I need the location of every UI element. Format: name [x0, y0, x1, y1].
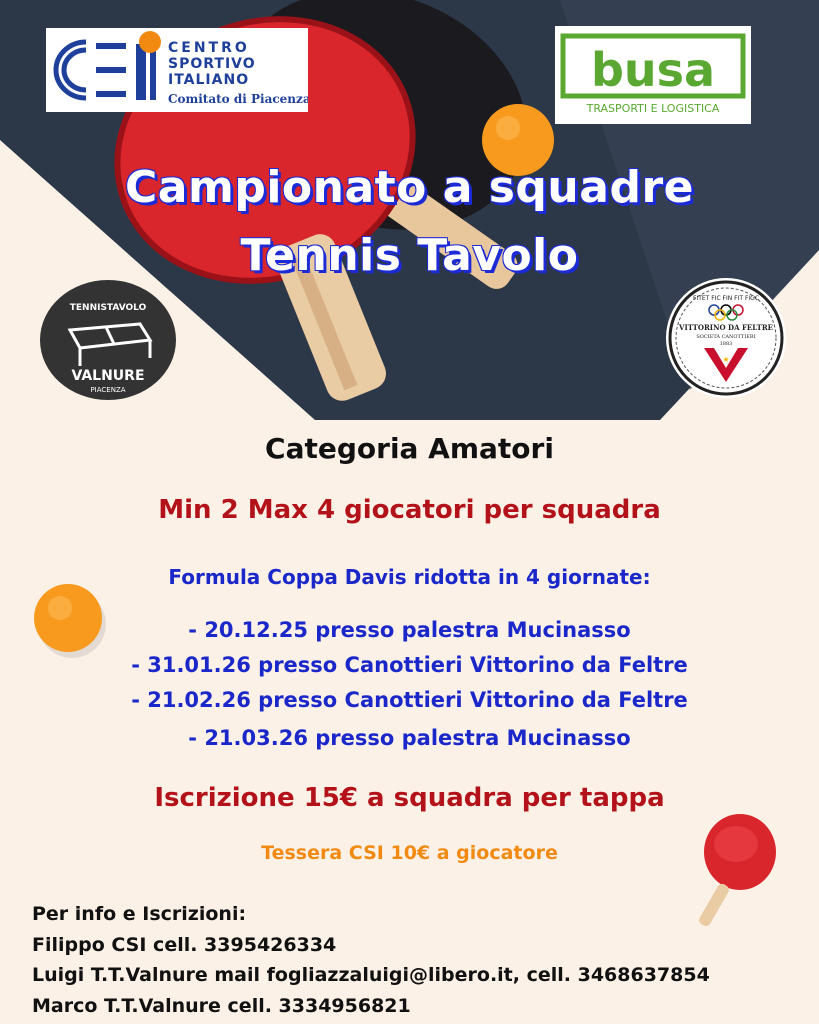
valnure-logo — [40, 280, 176, 400]
csi-logo — [46, 28, 308, 112]
svg-text:busa: busa — [590, 43, 716, 97]
fee-text: Iscrizione 15€ a squadra per tappa — [154, 783, 665, 813]
date-item: - 21.03.26 presso palestra Mucinasso — [188, 726, 631, 750]
title-line-1: Campionato a squadre — [125, 162, 694, 213]
busa-logo — [555, 26, 751, 124]
svg-text:Comitato di Piacenza: Comitato di Piacenza — [168, 92, 308, 106]
contacts-heading: Per info e Iscrizioni: — [32, 903, 247, 925]
card-text: Tessera CSI 10€ a giocatore — [261, 842, 558, 864]
date-item: - 21.02.26 presso Canottieri Vittorino da Feltre — [131, 688, 688, 712]
date-item: - 31.01.26 presso Canottieri Vittorino da Feltre — [131, 653, 688, 677]
contact-line: Filippo CSI cell. 3395426334 — [32, 934, 337, 956]
table-icon — [70, 324, 150, 366]
category-heading: Categoria Amatori — [265, 432, 554, 465]
svg-text:SOCIETÀ CANOTTIERI: SOCIETÀ CANOTTIERI — [696, 334, 756, 340]
svg-text:FITET FIC FIN FIT FIGC: FITET FIC FIN FIT FIGC — [692, 295, 760, 302]
contact-line: Marco T.T.Valnure cell. 3334956821 — [32, 995, 411, 1017]
paddle-small-icon — [680, 812, 780, 932]
vittorino-logo — [666, 278, 786, 398]
svg-text:PIACENZA: PIACENZA — [90, 386, 126, 394]
contact-line: Luigi T.T.Valnure mail fogliazzaluigi@libero.it, cell. 3468637854 — [32, 964, 710, 986]
svg-text:1883: 1883 — [719, 341, 733, 347]
svg-text:CENTRO: CENTRO — [168, 40, 250, 56]
players-text: Min 2 Max 4 giocatori per squadra — [158, 495, 661, 525]
svg-text:★: ★ — [722, 355, 730, 364]
svg-text:VITTORINO DA FELTRE: VITTORINO DA FELTRE — [679, 323, 773, 332]
title-line-2: Tennis Tavolo — [240, 230, 579, 281]
svg-text:TENNISTAVOLO: TENNISTAVOLO — [69, 303, 147, 313]
formula-text: Formula Coppa Davis ridotta in 4 giornate: — [168, 565, 651, 589]
date-item: - 20.12.25 presso palestra Mucinasso — [188, 618, 631, 642]
svg-text:SPORTIVO: SPORTIVO — [168, 56, 256, 72]
svg-text:ITALIANO: ITALIANO — [168, 72, 250, 88]
svg-text:TRASPORTI E LOGISTICA: TRASPORTI E LOGISTICA — [586, 102, 720, 115]
svg-text:VALNURE: VALNURE — [71, 368, 145, 384]
